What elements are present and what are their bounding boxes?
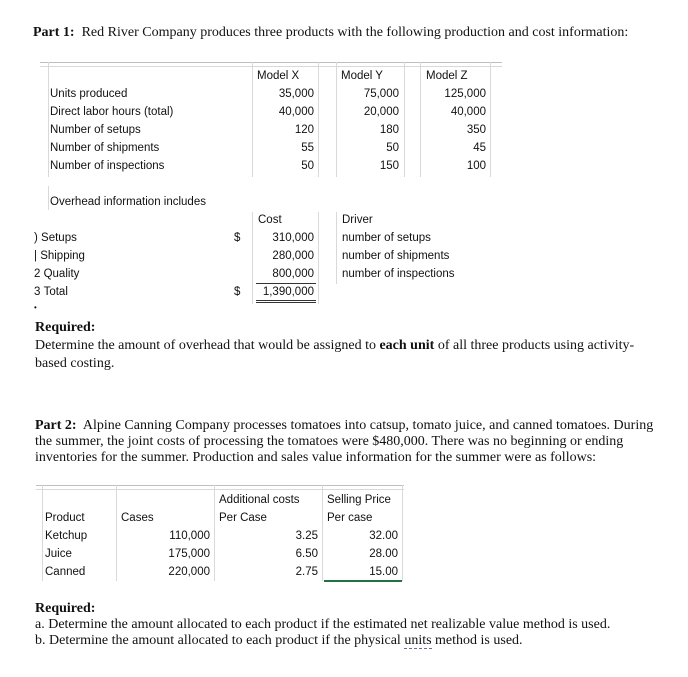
additional-cell: 2.75 — [295, 566, 318, 578]
row-label: Number of shipments — [50, 142, 160, 154]
grid-line — [252, 212, 253, 304]
grid-line — [420, 62, 421, 177]
cell: 75,000 — [363, 88, 399, 100]
selling-cell: 32.00 — [369, 530, 398, 542]
header-per-case: Per Case — [219, 512, 267, 524]
part1-required-label: Required: — [35, 320, 96, 335]
cases-cell: 220,000 — [168, 566, 210, 578]
emphasis: each unit — [379, 338, 435, 353]
spellcheck-word: units — [404, 633, 432, 648]
grid-line — [116, 485, 117, 581]
cell: 125,000 — [444, 88, 486, 100]
cost-cell: 280,000 — [272, 250, 314, 262]
cell: 45 — [473, 142, 486, 154]
driver-cell: number of setups — [342, 232, 431, 244]
overhead-label: 3 Total — [34, 286, 68, 298]
grid-line — [404, 62, 405, 177]
grid-line — [318, 212, 319, 304]
product-cell: Ketchup — [45, 530, 88, 542]
driver-header: Driver — [342, 214, 373, 226]
row-label: Number of setups — [50, 124, 141, 136]
grid-line — [214, 485, 215, 581]
header-product: Product — [45, 512, 85, 524]
part2-intro-line1: Part 2: Alpine Canning Company processes tomatoes into catsup, tomato juice, and canned tomatoes. During — [35, 418, 654, 433]
part1-required-line2: based costing. — [35, 356, 115, 371]
part1-required-line1: Determine the amount of overhead that would be assigned to each unit of all three products using activity- — [35, 338, 635, 353]
part2-required-a: a. Determine the amount allocated to each product if the estimated net realizable value method is used. — [35, 617, 611, 632]
grid-line — [36, 485, 404, 486]
dollar-sign: $ — [234, 286, 241, 298]
row-mark: • — [34, 303, 37, 312]
cost-cell: 1,390,000 — [262, 286, 314, 298]
cell: 100 — [466, 160, 486, 172]
grid-line — [252, 62, 253, 177]
cost-cell: 310,000 — [272, 232, 314, 244]
col-header-model-y: Model Y — [341, 70, 383, 82]
col-header-model-x: Model X — [257, 70, 300, 82]
cell: 350 — [466, 124, 486, 136]
part2-required-b: b. Determine the amount allocated to each product if the physical units method is used. — [35, 633, 523, 648]
cost-cell: 800,000 — [272, 268, 314, 280]
row-label: Direct labor hours (total) — [50, 106, 174, 118]
cell: 150 — [379, 160, 399, 172]
grid-line — [48, 62, 49, 177]
header-additional-costs: Additional costs — [219, 494, 300, 506]
part2-intro-line3: inventories for the summer. Production and sales value information for the summer were as follows: — [35, 450, 597, 465]
row-label: Number of inspections — [50, 160, 165, 172]
overhead-heading: Overhead information includes — [50, 196, 206, 208]
part1-intro — [33, 25, 628, 41]
col-header-model-z: Model Z — [426, 70, 468, 82]
selected-cell-border — [324, 580, 402, 582]
total-underline — [256, 302, 316, 303]
product-cell: Canned — [45, 566, 86, 578]
dollar-sign: $ — [234, 232, 241, 244]
grid-line — [318, 62, 319, 177]
part2-required-label: Required: — [35, 601, 96, 616]
cell: 40,000 — [450, 106, 486, 118]
driver-cell: number of inspections — [342, 268, 455, 280]
selling-cell: 28.00 — [369, 548, 398, 560]
cell: 40,000 — [278, 106, 314, 118]
product-cell: Juice — [45, 548, 72, 560]
grid-line — [42, 485, 43, 581]
header-cases: Cases — [121, 512, 154, 524]
cases-cell: 175,000 — [168, 548, 210, 560]
part1-intro-text: Red River Company produces three products with the following production and cost information: — [81, 25, 629, 40]
part2-label: Part 2: — [35, 418, 77, 433]
grid-line — [336, 62, 337, 177]
cell: 20,000 — [363, 106, 399, 118]
additional-cell: 3.25 — [295, 530, 318, 542]
cases-cell: 110,000 — [169, 530, 210, 542]
cell: 35,000 — [278, 88, 314, 100]
header-per-case: Per case — [327, 512, 373, 524]
grid-line — [490, 62, 491, 177]
subtotal-underline — [256, 283, 316, 284]
row-label: Units produced — [50, 88, 128, 100]
cell: 50 — [301, 160, 314, 172]
grid-line — [322, 485, 323, 581]
cost-header: Cost — [258, 214, 282, 226]
overhead-label: ) Setups — [34, 232, 77, 244]
grid-line — [336, 212, 337, 284]
driver-cell: number of shipments — [342, 250, 450, 262]
part2-intro-line2: the summer, the joint costs of processing the tomatoes were $480,000. There was no beginning or ending — [35, 434, 624, 449]
overhead-label: | Shipping — [34, 250, 85, 262]
grid-line — [402, 485, 403, 581]
part1-label: Part 1: — [33, 25, 75, 40]
grid-line — [48, 186, 49, 210]
grid-line — [36, 489, 404, 490]
total-underline — [256, 300, 316, 301]
cell: 50 — [386, 142, 399, 154]
grid-line — [40, 66, 502, 67]
cell: 55 — [301, 142, 314, 154]
cell: 120 — [294, 124, 314, 136]
grid-line — [40, 62, 502, 63]
selling-cell: 15.00 — [369, 566, 398, 578]
header-selling-price: Selling Price — [327, 494, 391, 506]
cell: 180 — [379, 124, 399, 136]
additional-cell: 6.50 — [295, 548, 318, 560]
overhead-label: 2 Quality — [34, 268, 80, 280]
